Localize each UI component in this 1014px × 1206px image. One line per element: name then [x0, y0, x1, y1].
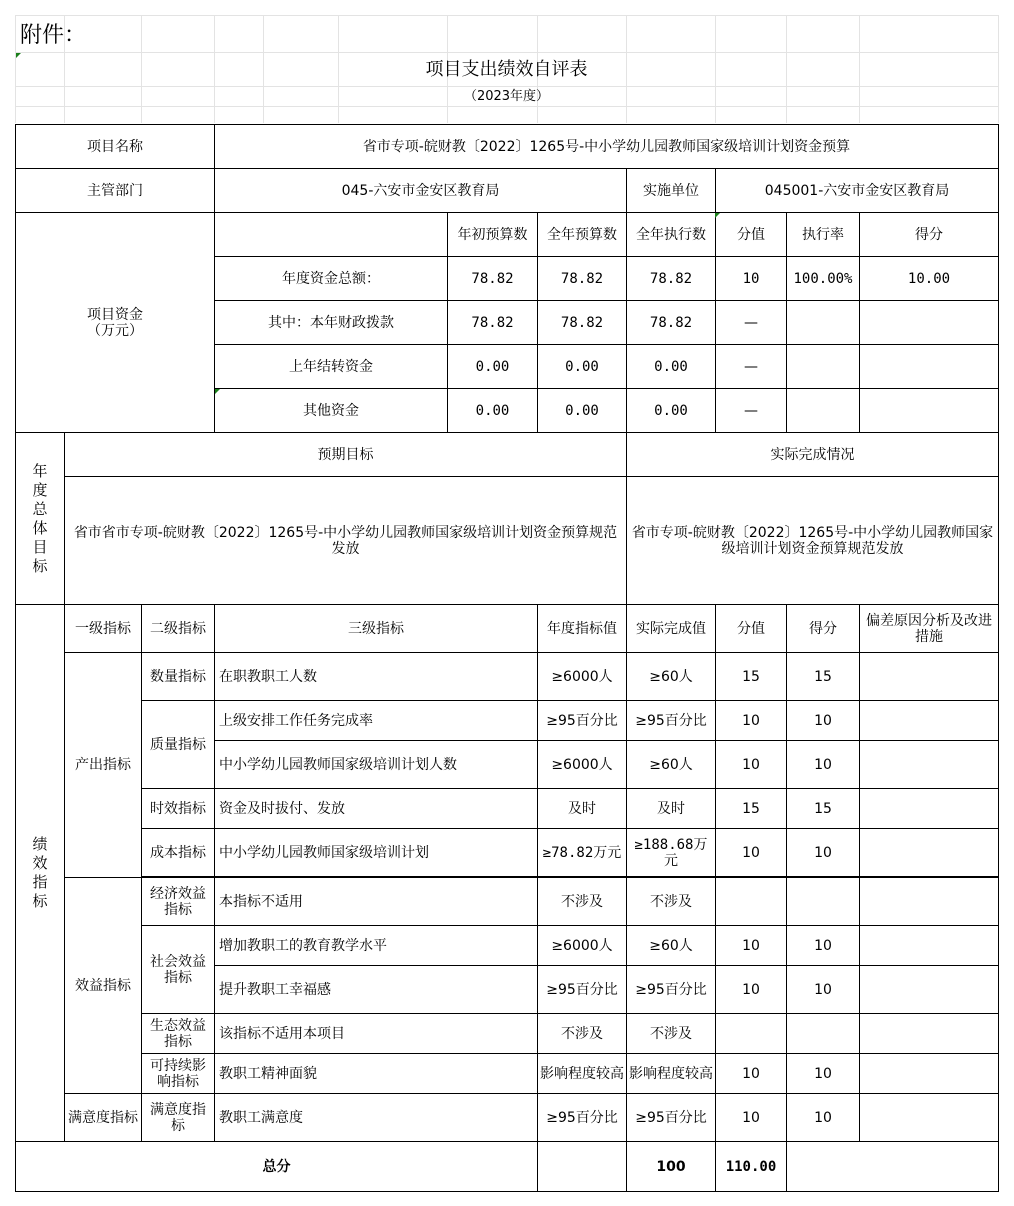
report-year: （2023年度） [463, 89, 550, 104]
funds-cell [860, 389, 999, 433]
indicator-name: 中小学幼儿园教师国家级培训计划 [215, 829, 538, 877]
attachment-label: 附件： [20, 23, 87, 48]
indicator-score: 15 [787, 789, 860, 829]
indicator-weight: 10 [716, 701, 787, 741]
indicator-weight: 10 [716, 1094, 787, 1142]
ind-header: 一级指标 [65, 605, 142, 653]
indicator-actual: ≥95百分比 [627, 701, 716, 741]
indicator-weight: 10 [716, 966, 787, 1014]
level2-satisfaction: 满意度指标 [142, 1094, 215, 1142]
funds-cell: — [716, 389, 787, 433]
indicator-target: ≥6000人 [538, 741, 627, 789]
indicator-weight [716, 1014, 787, 1054]
indicator-target: ≥78.82万元 [538, 829, 627, 877]
indicator-actual: 影响程度较高 [627, 1054, 716, 1094]
indicator-note [860, 789, 999, 829]
level1-satisfaction: 满意度指标 [65, 1094, 142, 1142]
funds-cell [787, 389, 860, 433]
ind-header: 实际完成值 [627, 605, 716, 653]
impl-label: 实施单位 [627, 169, 716, 213]
indicator-target: ≥95百分比 [538, 701, 627, 741]
funds-header-blank [215, 213, 448, 257]
indicator-name: 提升教职工幸福感 [215, 966, 538, 1014]
funds-header: 年初预算数 [448, 213, 538, 257]
level2-social: 社会效益指标 [142, 926, 215, 1014]
goals-label: 年度总体目标 [32, 461, 48, 575]
dept-value: 045-六安市金安区教育局 [215, 169, 627, 213]
funds-cell: 0.00 [538, 389, 627, 433]
indicator-weight [716, 878, 787, 926]
funds-cell: 0.00 [448, 389, 538, 433]
funds-header: 得分 [860, 213, 999, 257]
ind-header: 偏差原因分析及改进措施 [860, 605, 999, 653]
indicator-weight: 15 [716, 653, 787, 701]
funds-label: 项目资金 （万元） [16, 213, 215, 433]
indicator-target: 及时 [538, 789, 627, 829]
indicator-target: ≥6000人 [538, 653, 627, 701]
indicator-name: 上级安排工作任务完成率 [215, 701, 538, 741]
indicators-label-cell [16, 605, 65, 1142]
level2-ecological: 生态效益指标 [142, 1014, 215, 1054]
indicator-score: 10 [787, 966, 860, 1014]
indicator-weight: 10 [716, 1054, 787, 1094]
funds-cell: 78.82 [627, 301, 716, 345]
expected-header: 预期目标 [65, 433, 627, 477]
indicator-actual: ≥60人 [627, 741, 716, 789]
ind-header: 三级指标 [215, 605, 538, 653]
indicator-score [787, 878, 860, 926]
funds-cell: 10.00 [860, 257, 999, 301]
total-blank [538, 1142, 627, 1192]
funds-cell [860, 345, 999, 389]
indicator-actual: ≥95百分比 [627, 966, 716, 1014]
level2-economic: 经济效益指标 [142, 878, 215, 926]
funds-cell: 78.82 [448, 257, 538, 301]
funds-row-label: 年度资金总额： [215, 257, 448, 301]
funds-cell: 0.00 [448, 345, 538, 389]
funds-cell: — [716, 345, 787, 389]
ind-header: 年度指标值 [538, 605, 627, 653]
indicator-name: 教职工精神面貌 [215, 1054, 538, 1094]
indicator-note [860, 741, 999, 789]
indicator-target: ≥95百分比 [538, 966, 627, 1014]
ind-header: 二级指标 [142, 605, 215, 653]
indicator-score: 10 [787, 926, 860, 966]
funds-cell: — [716, 301, 787, 345]
indicator-target: 不涉及 [538, 1014, 627, 1054]
indicator-score: 10 [787, 829, 860, 877]
funds-cell [787, 345, 860, 389]
total-label: 总分 [16, 1142, 538, 1192]
level2-sustainable: 可持续影响指标 [142, 1054, 215, 1094]
funds-cell: 78.82 [538, 257, 627, 301]
funds-cell: 78.82 [538, 301, 627, 345]
indicator-name: 本指标不适用 [215, 878, 538, 926]
actual-goal: 省市专项-皖财教〔2022〕1265号-中小学幼儿园教师国家级培训计划资金预算规范发放 [627, 477, 999, 605]
level1-output: 产出指标 [65, 653, 142, 878]
indicator-actual: ≥188.68万元 [627, 829, 716, 877]
funds-row-label: 其中：本年财政拨款 [215, 301, 448, 345]
level2-timeliness: 时效指标 [142, 789, 215, 829]
indicator-note [860, 926, 999, 966]
level2-cost: 成本指标 [142, 829, 215, 877]
page-title: 项目支出绩效自评表 [425, 59, 588, 80]
indicator-note [860, 878, 999, 926]
total-score: 110.00 [716, 1142, 787, 1192]
funds-row-label: 其他资金 [215, 389, 448, 433]
indicator-score: 10 [787, 701, 860, 741]
cell-marker-icon [715, 213, 720, 218]
funds-cell: 78.82 [448, 301, 538, 345]
indicator-actual: ≥60人 [627, 926, 716, 966]
funds-header: 全年预算数 [538, 213, 627, 257]
indicators-label: 绩效指标 [32, 835, 48, 910]
indicator-note [860, 1014, 999, 1054]
indicator-target: ≥95百分比 [538, 1094, 627, 1142]
project-name-value: 省市专项-皖财教〔2022〕1265号-中小学幼儿园教师国家级培训计划资金预算 [215, 125, 999, 169]
dept-label: 主管部门 [16, 169, 215, 213]
expected-goal: 省市省市专项-皖财教〔2022〕1265号-中小学幼儿园教师国家级培训计划资金预算规范发放 [65, 477, 627, 605]
indicator-actual: 不涉及 [627, 1014, 716, 1054]
indicator-note [860, 1054, 999, 1094]
indicator-actual: ≥95百分比 [627, 1094, 716, 1142]
project-name-label: 项目名称 [16, 125, 215, 169]
funds-header: 执行率 [787, 213, 860, 257]
indicator-name: 在职教职工人数 [215, 653, 538, 701]
ind-header: 分值 [716, 605, 787, 653]
indicator-note [860, 653, 999, 701]
indicator-name: 资金及时拔付、发放 [215, 789, 538, 829]
indicator-score: 15 [787, 653, 860, 701]
indicator-actual: ≥60人 [627, 653, 716, 701]
funds-cell: 0.00 [538, 345, 627, 389]
indicator-note [860, 1094, 999, 1142]
level2-quantity: 数量指标 [142, 653, 215, 701]
indicator-target: ≥6000人 [538, 926, 627, 966]
total-weight: 100 [627, 1142, 716, 1192]
total-note [787, 1142, 999, 1192]
indicator-score [787, 1014, 860, 1054]
indicator-name: 教职工满意度 [215, 1094, 538, 1142]
indicator-name: 增加教职工的教育教学水平 [215, 926, 538, 966]
funds-cell: 78.82 [627, 257, 716, 301]
indicator-note [860, 966, 999, 1014]
funds-header: 分值 [716, 213, 787, 257]
ind-header: 得分 [787, 605, 860, 653]
indicator-weight: 10 [716, 926, 787, 966]
indicator-weight: 10 [716, 741, 787, 789]
funds-cell: 100.00% [787, 257, 860, 301]
funds-header: 全年执行数 [627, 213, 716, 257]
indicator-score: 10 [787, 741, 860, 789]
goals-label-cell [16, 433, 65, 605]
level2-quality: 质量指标 [142, 701, 215, 789]
indicator-note [860, 701, 999, 741]
funds-cell: 10 [716, 257, 787, 301]
impl-value: 045001-六安市金安区教育局 [716, 169, 999, 213]
indicator-weight: 15 [716, 789, 787, 829]
funds-row-label: 上年结转资金 [215, 345, 448, 389]
indicator-actual: 不涉及 [627, 878, 716, 926]
funds-cell [787, 301, 860, 345]
indicator-score: 10 [787, 1094, 860, 1142]
cell-marker-icon [215, 389, 220, 394]
indicator-target: 不涉及 [538, 878, 627, 926]
indicator-note [860, 829, 999, 877]
indicator-weight: 10 [716, 829, 787, 877]
level1-benefit: 效益指标 [65, 878, 142, 1094]
indicator-actual: 及时 [627, 789, 716, 829]
funds-cell: 0.00 [627, 345, 716, 389]
indicator-name: 中小学幼儿园教师国家级培训计划人数 [215, 741, 538, 789]
funds-cell: 0.00 [627, 389, 716, 433]
funds-cell [860, 301, 999, 345]
evaluation-table [15, 124, 999, 1192]
indicator-name: 该指标不适用本项目 [215, 1014, 538, 1054]
indicator-score: 10 [787, 1054, 860, 1094]
indicator-target: 影响程度较高 [538, 1054, 627, 1094]
actual-header: 实际完成情况 [627, 433, 999, 477]
